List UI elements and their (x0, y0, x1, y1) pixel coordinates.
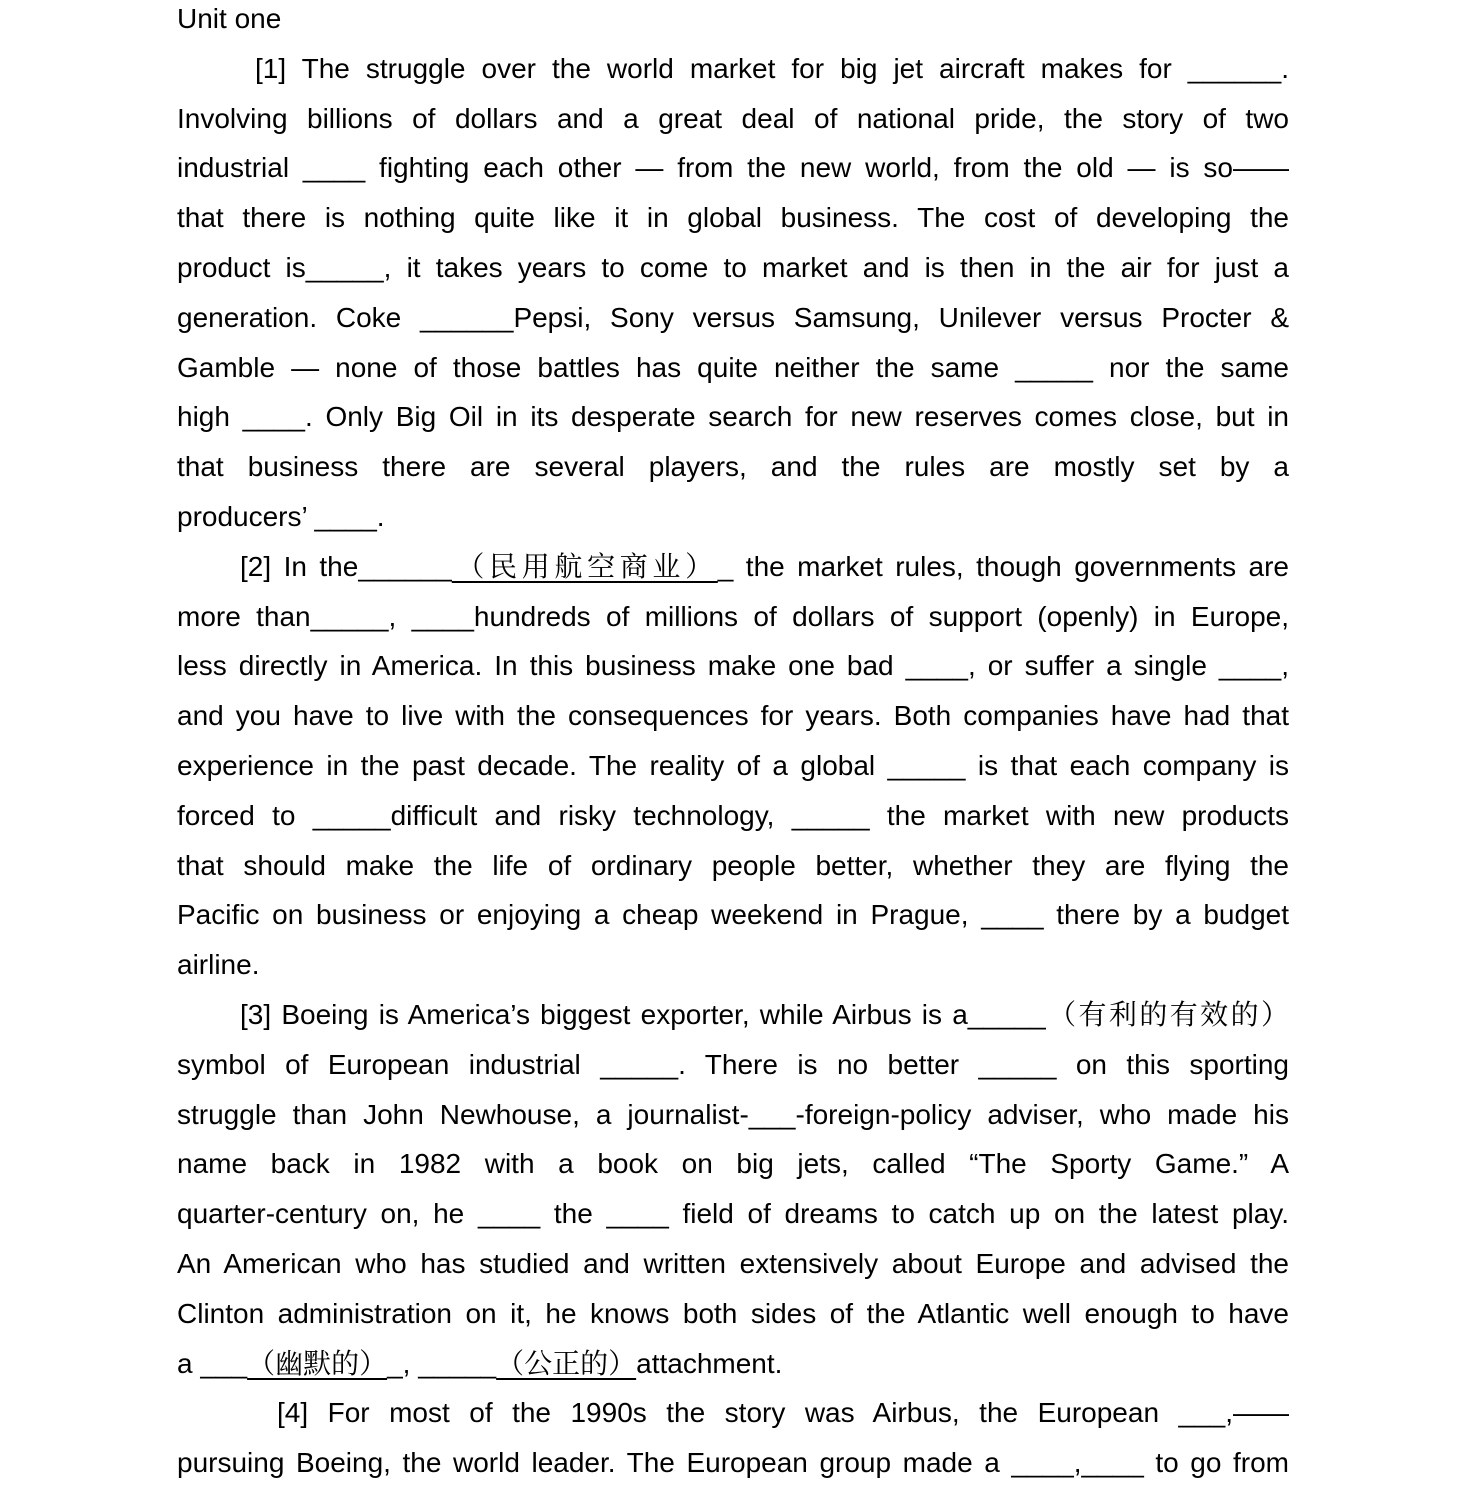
text-run: . (376, 500, 385, 532)
text-run: generation. Coke (177, 301, 420, 333)
paragraph-4-line-1 (177, 1388, 1289, 1438)
paragraph-1-line-2 (177, 94, 1289, 144)
text-run: fighting each other — from the new world, from the old — is so (365, 152, 1233, 184)
text-run: Pacific on business or enjoying a cheap weekend in Prague, (177, 899, 982, 931)
blank-line: _____ (418, 1347, 497, 1379)
blank-line: _____ (305, 251, 384, 283)
chinese-hint: （公正的） (496, 1347, 637, 1379)
blank-line: ____ (242, 401, 305, 433)
paragraph-3-line-7 (177, 1289, 1289, 1339)
blank-line: _____ (1015, 351, 1093, 383)
paragraph-4-line-2 (177, 1438, 1289, 1488)
paragraph-1-line-10 (177, 492, 1289, 542)
text-run: nor the same (1092, 351, 1289, 383)
blank-line: _____ (791, 799, 870, 831)
text-run: less directly in America. In this business make one bad (177, 650, 906, 682)
text-run: field of dreams to catch up on the latest play. (668, 1198, 1289, 1230)
text-run: on this sporting (1056, 1048, 1289, 1080)
chinese-hint: （民用航空商业） (451, 550, 718, 582)
text-run: a (177, 1347, 201, 1379)
paragraph-1-line-9 (177, 442, 1289, 492)
blank-line: _ (387, 1347, 403, 1379)
text-run: . (1281, 52, 1289, 84)
text-run: to go from (1143, 1447, 1289, 1479)
text-run: that should make the life of ordinary people better, whether they are flying the (177, 849, 1289, 881)
text-run: struggle than John Newhouse, a journalist- (177, 1098, 749, 1130)
text-run: , (1281, 650, 1289, 682)
paragraph-2-line-7 (177, 841, 1289, 891)
blank-line: ____ (411, 600, 474, 632)
text-run: . Only Big Oil in its desperate search for new reserves comes close, but in (304, 401, 1289, 433)
text-run: hundreds of millions of dollars of support (openly) in Europe, (473, 600, 1289, 632)
blank-line: _____ (312, 799, 391, 831)
blank-line: ____ (1081, 1447, 1144, 1479)
paragraph-2-line-9 (177, 940, 1289, 990)
paragraph-2-line-4 (177, 691, 1289, 741)
blank-line: ____ (314, 500, 377, 532)
blank-line: _____ (967, 998, 1046, 1030)
paragraph-3-line-6 (177, 1239, 1289, 1289)
text-run: [2] In the (240, 550, 359, 582)
paragraph-3-line-3 (177, 1090, 1289, 1140)
blank-line: ______ (420, 301, 514, 333)
blank-line: ____ (981, 899, 1044, 931)
blank-line: ______ (358, 550, 452, 582)
text-run: ,—— (1225, 1397, 1289, 1429)
text-run: name back in 1982 with a book on big jets, called “The Sporty Game.” A (177, 1148, 1289, 1180)
blank-line: ____ (1218, 650, 1282, 682)
blank-line: _____ (310, 600, 389, 632)
blank-line: ____ (302, 152, 366, 184)
blank-line: ___ (200, 1347, 248, 1379)
document-title: Unit one (177, 3, 282, 34)
blank-line: _____ (600, 1048, 679, 1080)
text-run: [3] Boeing is America’s biggest exporter, while Airbus is a (240, 998, 968, 1030)
text-run: [1] The struggle over the world market for big jet aircraft makes for (255, 52, 1188, 84)
paragraph-1-line-7 (177, 343, 1289, 393)
blank-line: ___ (1178, 1397, 1226, 1429)
text-run: , (402, 1347, 419, 1379)
text-run: that there is nothing quite like it in global business. The cost of developing the (177, 202, 1289, 234)
paragraph-1-line-6 (177, 293, 1289, 343)
chinese-hint: （幽默的） (247, 1347, 388, 1379)
text-run: the (540, 1198, 607, 1230)
text-run: producers’ (177, 500, 315, 532)
paragraph-2-line-5 (177, 741, 1289, 791)
text-run: An American who has studied and written extensively about Europe and advised the (177, 1247, 1289, 1279)
blank-line: ___ (748, 1098, 796, 1130)
text-run: there by a budget (1043, 899, 1289, 931)
text-run: more than (177, 600, 311, 632)
blank-line: ____ (905, 650, 968, 682)
text-run: attachment. (636, 1347, 783, 1379)
paragraph-1-line-1 (177, 44, 1289, 94)
blank-line: _____ (887, 749, 966, 781)
text-run: airline. (177, 949, 260, 981)
text-run: the market rules, though governments are (733, 550, 1289, 582)
text-run: Gamble — none of those battles has quite neither the same (177, 351, 1016, 383)
blank-line: ____ (1011, 1447, 1074, 1479)
text-run: is that each company is (965, 749, 1289, 781)
text-run: , (1073, 1447, 1082, 1479)
text-run: the market with new products (869, 799, 1289, 831)
paragraph-2-line-8 (177, 890, 1289, 940)
paragraph-3-line-1 (177, 990, 1289, 1040)
text-run: -foreign-policy adviser, who made his (795, 1098, 1289, 1130)
text-run: . There is no better (678, 1048, 979, 1080)
text-run: quarter-century on, he (177, 1198, 478, 1230)
paragraph-1-line-8 (177, 392, 1289, 442)
paragraph-3-line-8 (177, 1339, 1289, 1389)
text-run: difficult and risky technology, (390, 799, 792, 831)
text-run: that business there are several players, and the rules are mostly set by a (177, 451, 1289, 483)
paragraph-3-line-2 (177, 1040, 1289, 1090)
text-run: high (177, 401, 243, 433)
paragraph-2-line-1 (177, 542, 1289, 592)
paragraph-2-line-2 (177, 592, 1289, 642)
paragraph-2-line-6 (177, 791, 1289, 841)
blank-line: _ (717, 550, 734, 582)
paragraph-1-line-3 (177, 143, 1289, 193)
text-run: product is (177, 251, 306, 283)
blank-line: ____ (477, 1198, 541, 1230)
blank-line: ______ (1187, 52, 1282, 84)
text-run: experience in the past decade. The reality of a global (177, 749, 888, 781)
text-run: , or suffer a single (967, 650, 1219, 682)
document-body (177, 0, 1289, 1488)
blank-line: —— (1233, 152, 1289, 184)
text-run: and you have to live with the consequences for years. Both companies have had that (177, 700, 1289, 732)
text-run: , it takes years to come to market and is then in the air for just a (383, 251, 1289, 283)
chinese-hint: （有利的有效的） (1045, 998, 1289, 1030)
paragraph-1-line-4 (177, 193, 1289, 243)
text-run: Involving billions of dollars and a great deal of national pride, the story of two (177, 102, 1289, 134)
paragraph-1-line-5 (177, 243, 1289, 293)
text-run: pursuing Boeing, the world leader. The European group made a (177, 1447, 1012, 1479)
text-run: [4] For most of the 1990s the story was Airbus, the European (277, 1397, 1179, 1429)
text-run: forced to (177, 799, 313, 831)
paragraph-3-line-5 (177, 1189, 1289, 1239)
paragraph-2-line-3 (177, 641, 1289, 691)
text-run: Pepsi, Sony versus Samsung, Unilever versus Procter & (513, 301, 1289, 333)
text-run: industrial (177, 152, 303, 184)
text-run: Clinton administration on it, he knows both sides of the Atlantic well enough to have (177, 1297, 1289, 1329)
paragraph-3-line-4 (177, 1139, 1289, 1189)
text-run: , (388, 600, 412, 632)
blank-line: ____ (606, 1198, 669, 1230)
text-run: symbol of European industrial (177, 1048, 601, 1080)
blank-line: _____ (978, 1048, 1057, 1080)
